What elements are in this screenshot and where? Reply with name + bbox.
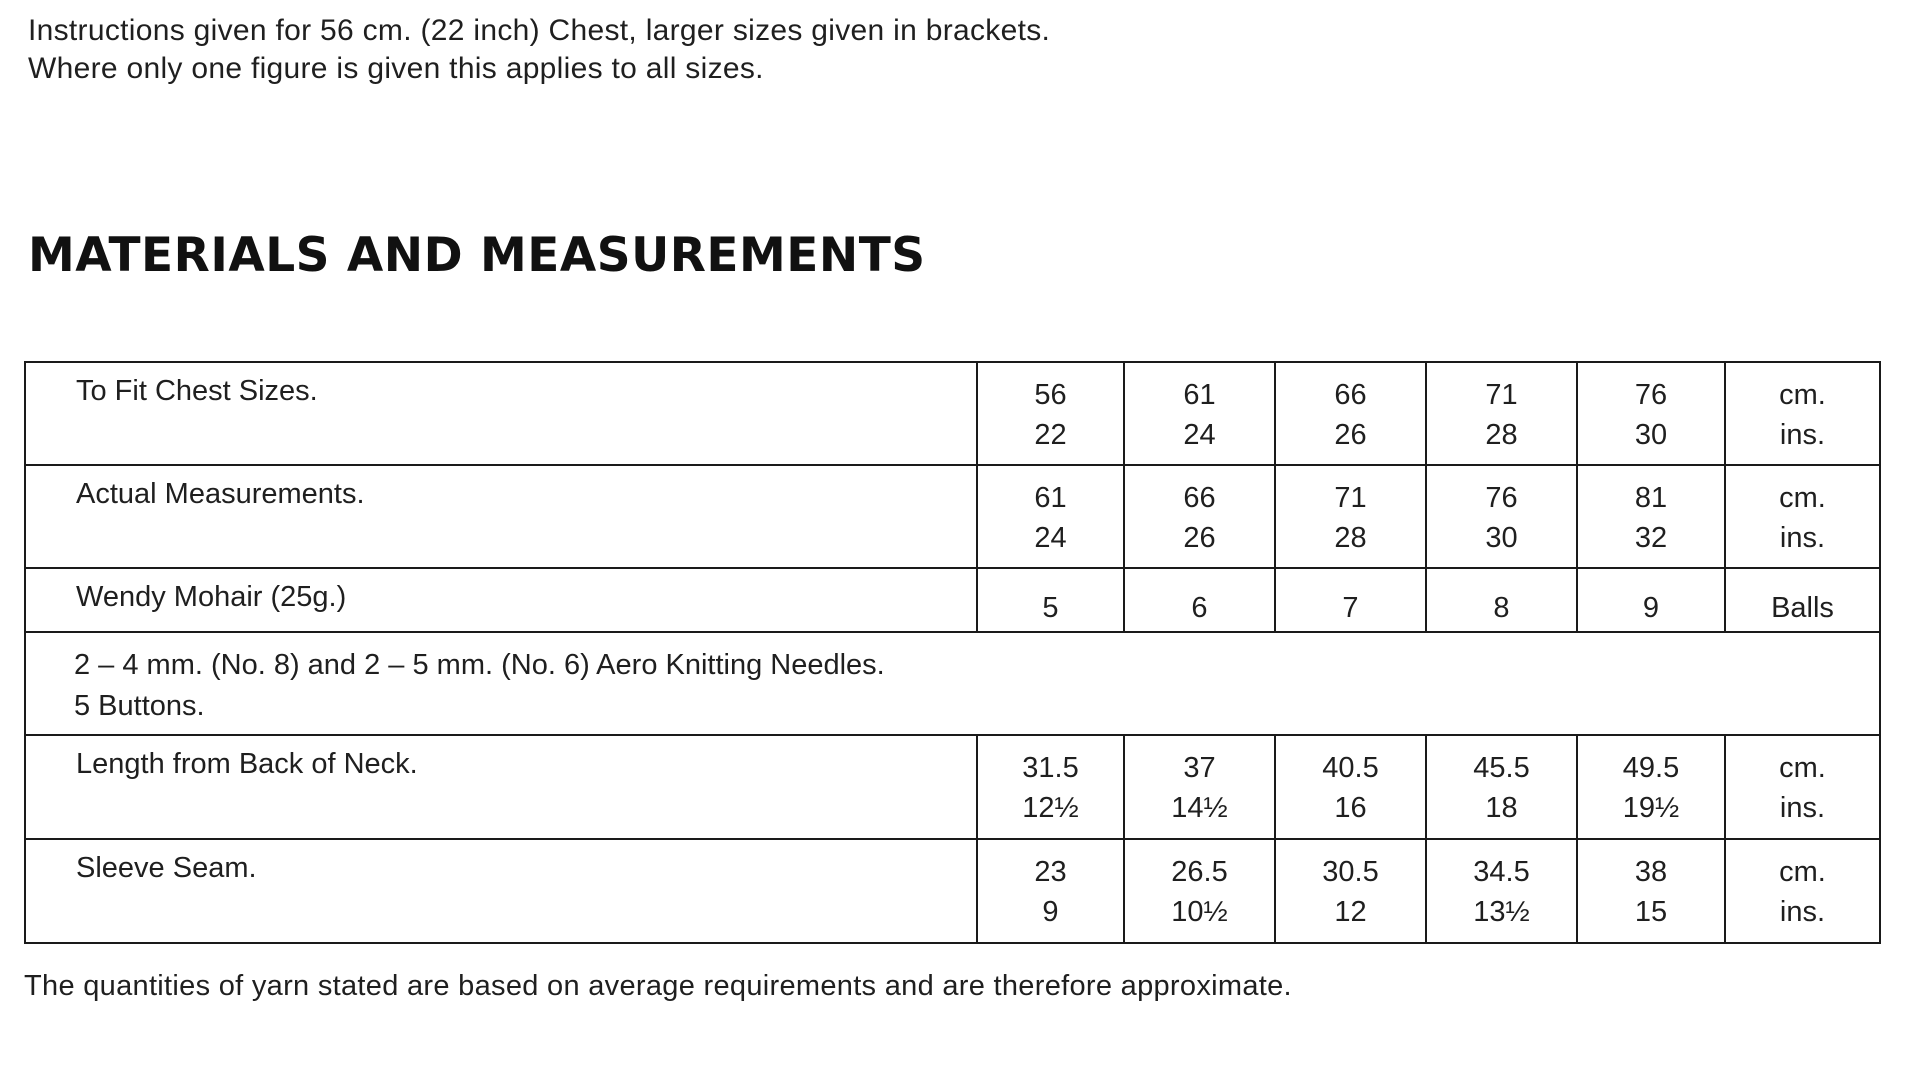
yarn-cell-1: 5 [977,568,1124,632]
intro-text [28,12,1050,88]
size-cell-3: 30.5 12 [1275,839,1426,943]
size-cell-4: 45.5 18 [1426,735,1577,839]
size-cell-1: 31.5 12½ [977,735,1124,839]
yarn-cell-5: 9 [1577,568,1725,632]
row-label: Sleeve Seam. [25,839,977,943]
size-cell-1: 61 24 [977,465,1124,568]
unit-cell: Balls [1725,568,1880,632]
yarn-cell-3: 7 [1275,568,1426,632]
unit-cell: cm. ins. [1725,465,1880,568]
size-cell-5: 38 15 [1577,839,1725,943]
section-heading: MATERIALS AND MEASUREMENTS [28,228,926,283]
size-cell-3: 40.5 16 [1275,735,1426,839]
materials-measurements-table [24,361,1881,944]
unit-cell: cm. ins. [1725,839,1880,943]
needles-cell [25,632,1880,735]
size-cell-5: 49.5 19½ [1577,735,1725,839]
row-label: Wendy Mohair (25g.) [25,568,977,632]
size-cell-3: 66 26 [1275,362,1426,465]
size-cell-5: 81 32 [1577,465,1725,568]
row-actual-measurements [25,465,1880,568]
row-needles [25,632,1880,735]
row-length [25,735,1880,839]
size-cell-1: 23 9 [977,839,1124,943]
size-cell-2: 66 26 [1124,465,1275,568]
buttons-line: 5 Buttons. [74,690,205,722]
yarn-cell-2: 6 [1124,568,1275,632]
intro-line-2: Where only one figure is given this applies to all sizes. [28,52,764,85]
unit-cell: cm. ins. [1725,735,1880,839]
row-chest-sizes [25,362,1880,465]
row-sleeve-seam [25,839,1880,943]
yarn-cell-4: 8 [1426,568,1577,632]
size-cell-5: 76 30 [1577,362,1725,465]
intro-line-1: Instructions given for 56 cm. (22 inch) Chest, larger sizes given in brackets. [28,14,1051,47]
unit-cell: cm. ins. [1725,362,1880,465]
size-cell-1: 56 22 [977,362,1124,465]
needles-line: 2 – 4 mm. (No. 8) and 2 – 5 mm. (No. 6) Aero Knitting Needles. [74,649,885,681]
size-cell-2: 26.5 10½ [1124,839,1275,943]
row-label: Actual Measurements. [25,465,977,568]
size-cell-4: 71 28 [1426,362,1577,465]
footer-note: The quantities of yarn stated are based on average requirements and are therefore approximate. [24,970,1292,1002]
size-cell-2: 61 24 [1124,362,1275,465]
row-label: Length from Back of Neck. [25,735,977,839]
row-label: To Fit Chest Sizes. [25,362,977,465]
row-yarn [25,568,1880,632]
size-cell-4: 76 30 [1426,465,1577,568]
size-cell-4: 34.5 13½ [1426,839,1577,943]
size-cell-3: 71 28 [1275,465,1426,568]
size-cell-2: 37 14½ [1124,735,1275,839]
